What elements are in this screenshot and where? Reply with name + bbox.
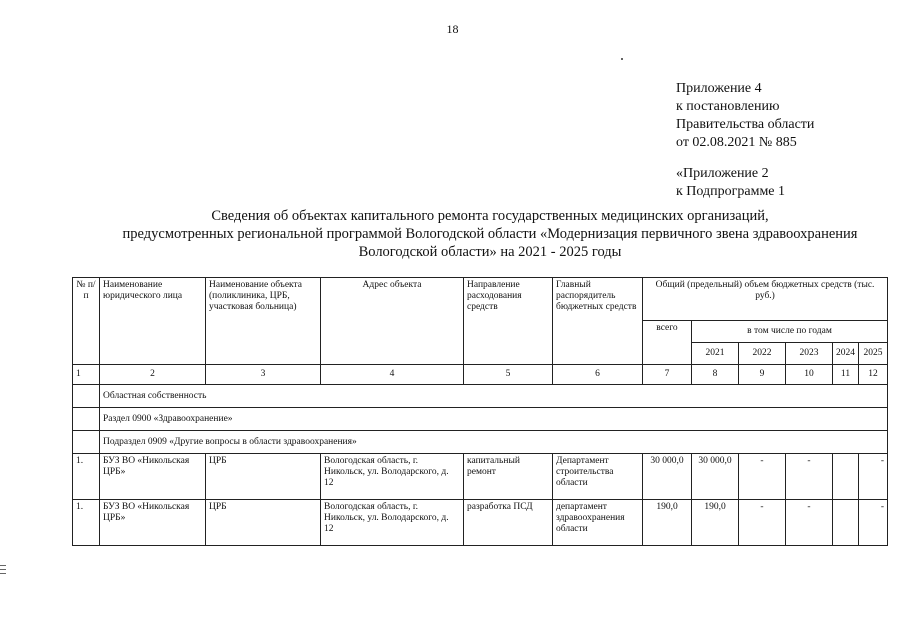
column-number: 1 [73, 365, 100, 385]
header-budget: Общий (предельный) объем бюджетных средств (тыс. руб.) [643, 278, 888, 321]
header-address: Адрес объекта [321, 278, 464, 365]
header-year: 2022 [739, 343, 786, 365]
appendix-line: к постановлению [676, 99, 780, 114]
column-number: 6 [553, 365, 643, 385]
row-manager: Департамент строительства области [553, 454, 643, 500]
column-number: 8 [692, 365, 739, 385]
row-address: Вологодская область, г. Никольск, ул. Володарского, д. 12 [321, 454, 464, 500]
row-2022: - [739, 500, 786, 546]
header-total: всего [643, 321, 692, 365]
header-object-name: Наименование объекта (поликлиника, ЦРБ, участковая больница) [206, 278, 321, 365]
column-number-row [73, 365, 888, 385]
document-title [60, 207, 905, 261]
row-2021: 190,0 [692, 500, 739, 546]
column-number: 5 [464, 365, 553, 385]
appendix-sub-line: «Приложение 2 [676, 166, 769, 181]
appendix-line: Правительства области [676, 117, 815, 132]
header-legal-entity: Наименование юридического лица [100, 278, 206, 365]
header-by-years: в том числе по годам [692, 321, 888, 343]
scan-edge-mark [0, 569, 6, 570]
row-2023: - [786, 500, 833, 546]
column-number: 10 [786, 365, 833, 385]
column-number: 2 [100, 365, 206, 385]
header-year: 2025 [859, 343, 888, 365]
appendix-line: Приложение 4 [676, 81, 762, 96]
row-direction: капитальный ремонт [464, 454, 553, 500]
column-number: 9 [739, 365, 786, 385]
table-row [73, 500, 888, 546]
section-row [73, 385, 888, 408]
row-legal-entity: БУЗ ВО «Никольская ЦРБ» [100, 454, 206, 500]
row-2024 [833, 500, 859, 546]
row-num: 1. [73, 500, 100, 546]
row-2025: - [859, 454, 888, 500]
appendix-line: от 02.08.2021 № 885 [676, 135, 797, 150]
title-line: Вологодской области» на 2021 - 2025 годы [358, 244, 622, 260]
header-year: 2021 [692, 343, 739, 365]
table-row [73, 454, 888, 500]
header-year: 2024 [833, 343, 859, 365]
row-2021: 30 000,0 [692, 454, 739, 500]
row-num: 1. [73, 454, 100, 500]
row-object-name: ЦРБ [206, 500, 321, 546]
column-number: 7 [643, 365, 692, 385]
header-num: № п/п [73, 278, 100, 365]
appendix-sub-line: к Подпрограмме 1 [676, 184, 786, 199]
column-number: 4 [321, 365, 464, 385]
scan-edge-mark [0, 565, 6, 566]
section-label: Подраздел 0909 «Другие вопросы в области здравоохранения» [100, 431, 888, 454]
header-year: 2023 [786, 343, 833, 365]
column-number: 3 [206, 365, 321, 385]
row-manager: департамент здравоохранения области [553, 500, 643, 546]
title-line: Сведения об объектах капитального ремонта государственных медицинских организаций, [211, 208, 769, 224]
row-2025: - [859, 500, 888, 546]
row-total: 30 000,0 [643, 454, 692, 500]
column-number: 11 [833, 365, 859, 385]
section-row [73, 408, 888, 431]
header-manager: Главный распорядитель бюджетных средств [553, 278, 643, 365]
appendix-block [676, 80, 814, 201]
row-direction: разработка ПСД [464, 500, 553, 546]
row-2023: - [786, 454, 833, 500]
row-object-name: ЦРБ [206, 454, 321, 500]
section-row [73, 431, 888, 454]
row-legal-entity: БУЗ ВО «Никольская ЦРБ» [100, 500, 206, 546]
header-direction: Направление расходования средств [464, 278, 553, 365]
scan-speck [621, 58, 623, 60]
section-label: Раздел 0900 «Здравоохранение» [100, 408, 888, 431]
section-label: Областная собственность [100, 385, 888, 408]
row-2022: - [739, 454, 786, 500]
scan-edge-mark [0, 573, 6, 574]
row-total: 190,0 [643, 500, 692, 546]
capital-repair-table [72, 277, 888, 546]
column-number: 12 [859, 365, 888, 385]
row-2024 [833, 454, 859, 500]
page-number: 18 [446, 22, 459, 36]
row-address: Вологодская область, г. Никольск, ул. Володарского, д. 12 [321, 500, 464, 546]
title-line: предусмотренных региональной программой Вологодской области «Модернизация первичного звена здравоохранения [122, 226, 858, 242]
